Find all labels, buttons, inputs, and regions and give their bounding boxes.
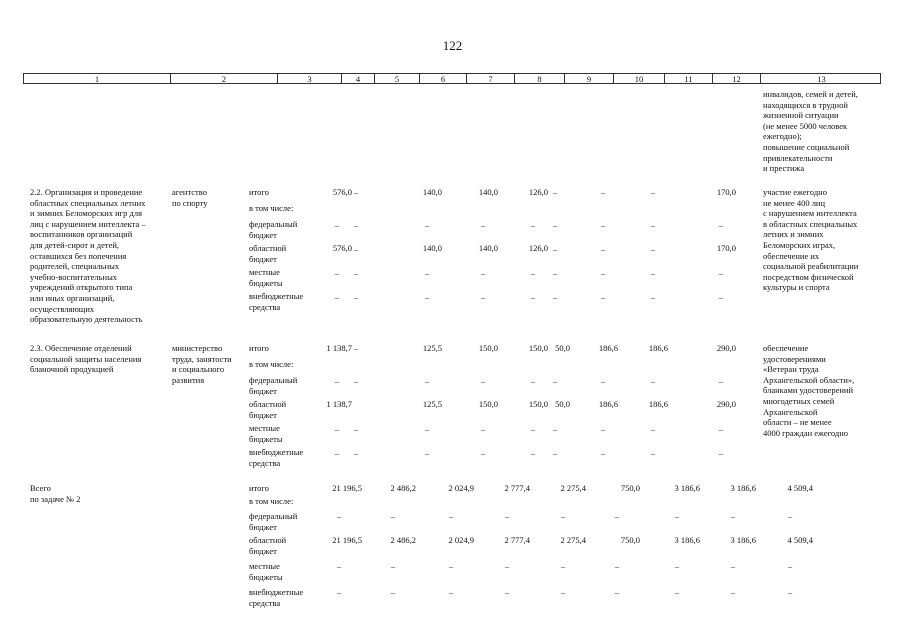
- total-value-cell: 2 777,4: [504, 535, 530, 545]
- value-cell: –: [480, 424, 486, 434]
- value-cell: –: [530, 220, 536, 230]
- measure-title-line: или иных организаций,: [30, 293, 115, 303]
- funding-source-label: местные: [249, 423, 280, 433]
- total-value-cell: 3 186,6: [730, 483, 756, 493]
- executor-line: агентство: [172, 187, 207, 197]
- result-line: обеспечение их: [763, 250, 820, 261]
- funding-source-label: в том числе:: [249, 359, 294, 369]
- total-value-cell: 3 186,6: [674, 535, 700, 545]
- value-cell: 140,0: [478, 243, 498, 253]
- value-cell: –: [552, 220, 558, 230]
- funding-source-label: областной: [249, 243, 287, 253]
- result-line: многодетных семей: [763, 396, 835, 406]
- value-cell: –: [480, 268, 486, 278]
- column-header-7: 7: [466, 74, 514, 83]
- total-value-cell: 3 186,6: [674, 483, 700, 493]
- total-value-cell: –: [560, 587, 566, 597]
- value-cell: –: [718, 220, 724, 230]
- value-cell: –: [480, 376, 486, 386]
- total-value-cell: –: [336, 587, 342, 597]
- total-value-cell: –: [730, 561, 736, 571]
- measure-title-line: 2.2. Организация и проведение: [30, 187, 143, 197]
- result-line: участие ежегодно: [763, 187, 827, 197]
- value-cell: 126,0: [528, 187, 548, 197]
- result-line: Архангельской: [763, 406, 818, 417]
- total-funding-source-label: областной: [249, 535, 287, 545]
- total-value-cell: 2 275,4: [560, 535, 586, 545]
- value-cell: –: [600, 187, 606, 197]
- value-cell: –: [353, 424, 359, 434]
- value-cell: –: [353, 268, 359, 278]
- total-funding-source-label: итого: [249, 483, 269, 493]
- funding-source-label: бюджет: [249, 253, 277, 264]
- measure-title-line: бланочной продукцией: [30, 364, 114, 375]
- column-header-6: 6: [419, 74, 466, 83]
- total-value-cell: –: [674, 511, 680, 521]
- value-cell: 170,0: [716, 187, 736, 197]
- measure-title-line: учреждений открытого типа: [30, 282, 133, 293]
- value-cell: 290,0: [716, 343, 736, 353]
- value-cell: –: [480, 220, 486, 230]
- value-cell: 186,6: [598, 399, 618, 409]
- value-cell: 126,0: [528, 243, 548, 253]
- value-cell: –: [334, 268, 340, 278]
- total-funding-source-label: федеральный: [249, 511, 298, 521]
- value-cell: –: [650, 376, 656, 386]
- value-cell: –: [718, 268, 724, 278]
- total-value-cell: 2 275,4: [560, 483, 586, 493]
- value-cell: –: [718, 448, 724, 458]
- total-value-cell: –: [614, 561, 620, 571]
- result-continuation-line: (не менее 5000 человек: [763, 120, 848, 131]
- funding-source-label: внебюджетные: [249, 291, 304, 301]
- column-header-3: 3: [277, 74, 341, 83]
- result-line: удостоверениями: [763, 353, 826, 364]
- value-cell: 576,0: [332, 243, 352, 253]
- column-header-2: 2: [170, 74, 277, 83]
- value-cell: –: [552, 292, 558, 302]
- page-number: 122: [442, 38, 463, 53]
- value-cell: 576,0: [332, 187, 352, 197]
- value-cell: –: [480, 292, 486, 302]
- column-header-10: 10: [613, 74, 664, 83]
- funding-source-label: бюджет: [249, 385, 277, 396]
- value-cell: –: [600, 448, 606, 458]
- measure-title-line: лиц с нарушением интеллекта –: [30, 218, 146, 229]
- column-header-8: 8: [514, 74, 564, 83]
- result-line: бланками удостоверений: [763, 385, 854, 396]
- column-header-4: 4: [341, 74, 374, 83]
- total-funding-source-label: внебюджетные: [249, 587, 304, 597]
- total-value-cell: –: [614, 587, 620, 597]
- value-cell: –: [600, 220, 606, 230]
- value-cell: –: [530, 376, 536, 386]
- funding-source-label: в том числе:: [249, 203, 294, 213]
- value-cell: –: [650, 292, 656, 302]
- value-cell: –: [334, 448, 340, 458]
- value-cell: –: [353, 376, 359, 386]
- total-value-cell: –: [787, 587, 793, 597]
- total-value-cell: –: [336, 561, 342, 571]
- result-line: летних и зимних: [763, 229, 824, 240]
- measure-title-line: воспитанников организаций: [30, 229, 133, 240]
- value-cell: –: [650, 448, 656, 458]
- value-cell: –: [600, 244, 606, 254]
- result-continuation-line: жизненной ситуации: [763, 110, 839, 121]
- result-line: не менее 400 лиц: [763, 197, 826, 208]
- total-value-cell: 2 024,9: [448, 483, 474, 493]
- result-line: обеспечение: [763, 343, 809, 353]
- value-cell: –: [530, 424, 536, 434]
- total-value-cell: –: [336, 511, 342, 521]
- column-header-11: 11: [664, 74, 712, 83]
- total-funding-source-label: в том числе:: [249, 496, 294, 506]
- funding-source-label: федеральный: [249, 219, 298, 229]
- total-value-cell: –: [448, 587, 454, 597]
- total-value-cell: 2 486,2: [390, 483, 416, 493]
- column-header-row: [23, 73, 881, 84]
- total-value-cell: –: [390, 561, 396, 571]
- total-value-cell: 750,0: [620, 483, 640, 493]
- value-cell: –: [424, 220, 430, 230]
- value-cell: –: [650, 424, 656, 434]
- total-value-cell: 4 509,4: [787, 483, 813, 493]
- value-cell: –: [424, 448, 430, 458]
- result-continuation-line: находящихся в трудной: [763, 99, 848, 110]
- result-continuation-line: и престижа: [763, 163, 805, 174]
- value-cell: –: [552, 244, 558, 254]
- funding-source-label: федеральный: [249, 375, 298, 385]
- total-value-cell: 2 486,2: [390, 535, 416, 545]
- executor-line: по спорту: [172, 197, 208, 208]
- value-cell: –: [552, 268, 558, 278]
- value-cell: 170,0: [716, 243, 736, 253]
- value-cell: –: [530, 448, 536, 458]
- total-value-cell: 21 196,5: [332, 535, 362, 545]
- result-line: Беломорских играх,: [763, 240, 836, 250]
- total-funding-source-label: бюджет: [249, 521, 277, 532]
- funding-source-label: средства: [249, 457, 281, 468]
- measure-title-line: оставшихся без попечения: [30, 250, 127, 261]
- measure-title-line: образовательную деятельность: [30, 314, 143, 325]
- funding-source-label: бюджеты: [249, 433, 283, 444]
- column-header-9: 9: [564, 74, 613, 83]
- funding-source-label: внебюджетные: [249, 447, 304, 457]
- total-value-cell: 3 186,6: [730, 535, 756, 545]
- total-value-cell: –: [560, 561, 566, 571]
- value-cell: –: [424, 424, 430, 434]
- result-line: с нарушением интеллекта: [763, 208, 857, 219]
- value-cell: –: [650, 220, 656, 230]
- value-cell: –: [353, 187, 359, 197]
- value-cell: 150,0: [528, 399, 548, 409]
- total-value-cell: –: [730, 587, 736, 597]
- value-cell: –: [530, 268, 536, 278]
- value-cell: 150,0: [528, 343, 548, 353]
- value-cell: –: [650, 244, 656, 254]
- total-funding-source-label: местные: [249, 561, 280, 571]
- total-value-cell: 750,0: [620, 535, 640, 545]
- value-cell: –: [334, 292, 340, 302]
- column-header-1: 1: [94, 74, 100, 84]
- total-value-cell: 2 777,4: [504, 483, 530, 493]
- total-value-cell: –: [674, 587, 680, 597]
- result-line: в областных специальных: [763, 218, 858, 229]
- value-cell: –: [334, 220, 340, 230]
- value-cell: –: [600, 292, 606, 302]
- value-cell: 125,5: [422, 399, 442, 409]
- measure-title-line: для детей-сирот и детей,: [30, 240, 120, 250]
- funding-source-label: средства: [249, 301, 281, 312]
- value-cell: –: [718, 376, 724, 386]
- value-cell: –: [650, 268, 656, 278]
- value-cell: –: [718, 292, 724, 302]
- total-value-cell: –: [390, 587, 396, 597]
- total-value-cell: –: [787, 511, 793, 521]
- value-cell: 1 138,7: [326, 399, 352, 409]
- executor-line: министерство: [172, 343, 223, 353]
- result-continuation-line: повышение социальной: [763, 142, 850, 152]
- value-cell: –: [718, 424, 724, 434]
- total-value-cell: –: [730, 511, 736, 521]
- value-cell: 140,0: [422, 243, 442, 253]
- total-title-line: Всего: [30, 483, 51, 493]
- executor-line: развития: [172, 374, 205, 385]
- result-line: 4000 граждан ежегодно: [763, 427, 848, 438]
- total-funding-source-label: бюджеты: [249, 571, 283, 582]
- total-value-cell: –: [448, 511, 454, 521]
- measure-title-line: родителей, специальных: [30, 261, 120, 272]
- result-line: культуры и спорта: [763, 282, 830, 293]
- total-value-cell: –: [448, 561, 454, 571]
- value-cell: 150,0: [478, 399, 498, 409]
- value-cell: 186,6: [648, 343, 668, 353]
- measure-title-line: учебно-воспитательных: [30, 271, 118, 282]
- value-cell: –: [353, 448, 359, 458]
- value-cell: –: [480, 448, 486, 458]
- result-line: области – не менее: [763, 417, 832, 428]
- value-cell: –: [552, 424, 558, 434]
- value-cell: –: [650, 187, 656, 197]
- total-value-cell: –: [504, 561, 510, 571]
- measure-title-line: и зимних Беломорских игр для: [30, 208, 143, 219]
- total-value-cell: –: [504, 511, 510, 521]
- result-line: «Ветеран труда: [763, 364, 819, 375]
- result-continuation-line: инвалидов, семей и детей,: [763, 89, 858, 99]
- value-cell: –: [600, 424, 606, 434]
- value-cell: 186,6: [648, 399, 668, 409]
- column-header-12: 12: [712, 74, 760, 83]
- total-value-cell: 4 509,4: [787, 535, 813, 545]
- total-value-cell: 2 024,9: [448, 535, 474, 545]
- funding-source-label: областной: [249, 399, 287, 409]
- value-cell: –: [600, 268, 606, 278]
- value-cell: –: [424, 376, 430, 386]
- value-cell: –: [552, 376, 558, 386]
- value-cell: –: [552, 448, 558, 458]
- measure-title-line: осуществляющих: [30, 303, 95, 314]
- funding-source-label: бюджет: [249, 409, 277, 420]
- total-value-cell: –: [560, 511, 566, 521]
- funding-source-label: итого: [249, 343, 269, 353]
- value-cell: 1 138,7: [326, 343, 352, 353]
- value-cell: –: [353, 343, 359, 353]
- value-cell: –: [353, 292, 359, 302]
- funding-source-label: местные: [249, 267, 280, 277]
- measure-title-line: социальной защиты населения: [30, 353, 142, 364]
- value-cell: 50,0: [555, 399, 570, 409]
- value-cell: –: [424, 268, 430, 278]
- funding-source-label: бюджет: [249, 229, 277, 240]
- executor-line: труда, занятости: [172, 353, 232, 364]
- value-cell: 140,0: [422, 187, 442, 197]
- total-funding-source-label: средства: [249, 597, 281, 608]
- funding-source-label: итого: [249, 187, 269, 197]
- value-cell: –: [334, 376, 340, 386]
- executor-line: и социального: [172, 364, 225, 375]
- value-cell: –: [353, 244, 359, 254]
- total-title-line: по задаче № 2: [30, 493, 81, 504]
- total-value-cell: –: [504, 587, 510, 597]
- value-cell: –: [334, 424, 340, 434]
- measure-title-line: областных специальных летних: [30, 197, 146, 208]
- column-header-13: 13: [760, 74, 882, 83]
- total-value-cell: –: [674, 561, 680, 571]
- value-cell: 150,0: [478, 343, 498, 353]
- result-line: посредством физической: [763, 271, 854, 282]
- result-line: Архангельской области»,: [763, 374, 855, 385]
- value-cell: 290,0: [716, 399, 736, 409]
- value-cell: 140,0: [478, 187, 498, 197]
- measure-title-line: 2.3. Обеспечение отделений: [30, 343, 132, 353]
- total-value-cell: –: [390, 511, 396, 521]
- total-funding-source-label: бюджет: [249, 545, 277, 556]
- total-value-cell: –: [614, 511, 620, 521]
- value-cell: 125,5: [422, 343, 442, 353]
- total-value-cell: –: [787, 561, 793, 571]
- value-cell: –: [552, 187, 558, 197]
- result-line: социальной реабилитации: [763, 261, 859, 272]
- value-cell: –: [424, 292, 430, 302]
- value-cell: 186,6: [598, 343, 618, 353]
- result-continuation-line: ежегодно);: [763, 131, 802, 142]
- value-cell: –: [353, 220, 359, 230]
- funding-source-label: бюджеты: [249, 277, 283, 288]
- value-cell: –: [530, 292, 536, 302]
- total-value-cell: 21 196,5: [332, 483, 362, 493]
- column-header-5: 5: [374, 74, 419, 83]
- result-continuation-line: привлекательности: [763, 152, 833, 163]
- value-cell: –: [600, 376, 606, 386]
- value-cell: 50,0: [555, 343, 570, 353]
